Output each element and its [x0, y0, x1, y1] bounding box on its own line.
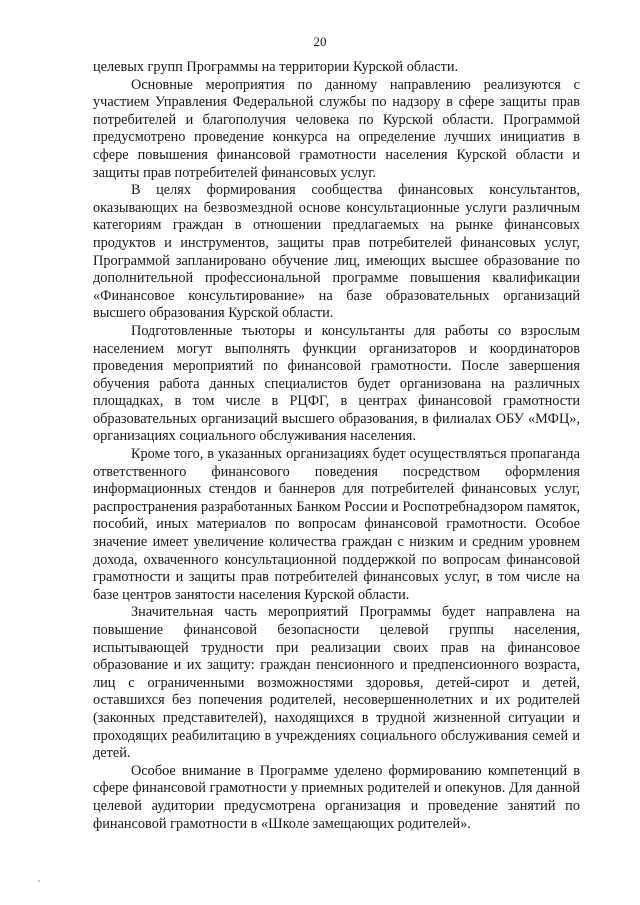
- paragraph-continuation: целевых групп Программы на территории Курской области.: [93, 59, 459, 75]
- paragraph: Основные мероприятия по данному направлению реализуются с участием Управления Федеральной службы по надзору в сфере защиты прав потребителей и благополучия человека по Курской области. Программой предусмотрено проведение конкурса на определение лучших инициатив в сфере повышения финансовой грамотности населения Курской области и защиты прав потребителей финансовых услуг.: [93, 76, 580, 181]
- paragraph: В целях формирования сообщества финансовых консультантов, оказывающих на безвозмездной основе консультационные услуги различным категориям граждан в отношении предлагаемых на рынке финансовых продуктов и инструментов, защиты прав потребителей финансовых услуг, Программой запланировано обучение лиц, имеющих высшее образование по дополнительной профессиональной программе повышения квалификации «Финансовое консультирование» на базе образовательных организаций высшего образования Курской области.: [93, 182, 580, 322]
- scan-speck: [38, 880, 40, 882]
- paragraph: Подготовленные тьюторы и консультанты для работы со взрослым населением могут выполнять функции организаторов и координаторов проведения мероприятий по финансовой грамотности. После завершения обучения работа данных специалистов будет организована на различных площадках, в том числе в РЦФГ, в центрах финансовой грамотности образовательных организаций высшего образования, в филиалах ОБУ «МФЦ», организациях социального обслуживания населения.: [93, 322, 580, 445]
- page-number: 20: [313, 34, 327, 49]
- document-body: [93, 59, 580, 833]
- paragraph: Особое внимание в Программе уделено формированию компетенций в сфере финансовой грамотности у приемных родителей и опекунов. Для данной целевой аудитории предусмотрена организация и проведение занятий по финансовой грамотности в «Школе замещающих родителей».: [93, 762, 580, 832]
- paragraph: Кроме того, в указанных организациях будет осуществляться пропаганда ответственного финансового поведения посредством оформления информационных стендов и баннеров для потребителей финансовых услуг, распространения разработанных Банком России и Роспотребнадзором памяток, пособий, иных материалов по вопросам финансовой грамотности. Особое значение имеет увеличение количества граждан с низким и средним уровнем дохода, охваченного консультационной поддержкой по вопросам финансовой грамотности и защиты прав потребителей финансовых услуг, в том числе на базе центров занятости населения Курской области.: [93, 446, 580, 603]
- paragraph: Значительная часть мероприятий Программы будет направлена на повышение финансовой безопасности целевой группы населения, испытывающей трудности при реализации своих прав на финансовое образование и их защиту: граждан пенсионного и предпенсионного возраста, лиц с ограниченными возможностями здоровья, детей-сирот и детей, оставшихся без попечения родителей, несовершеннолетних и их родителей (законных представителей), находящихся в трудной жизненной ситуации и проходящих реабилитацию в учреждениях социального обслуживания семей и детей.: [93, 604, 580, 762]
